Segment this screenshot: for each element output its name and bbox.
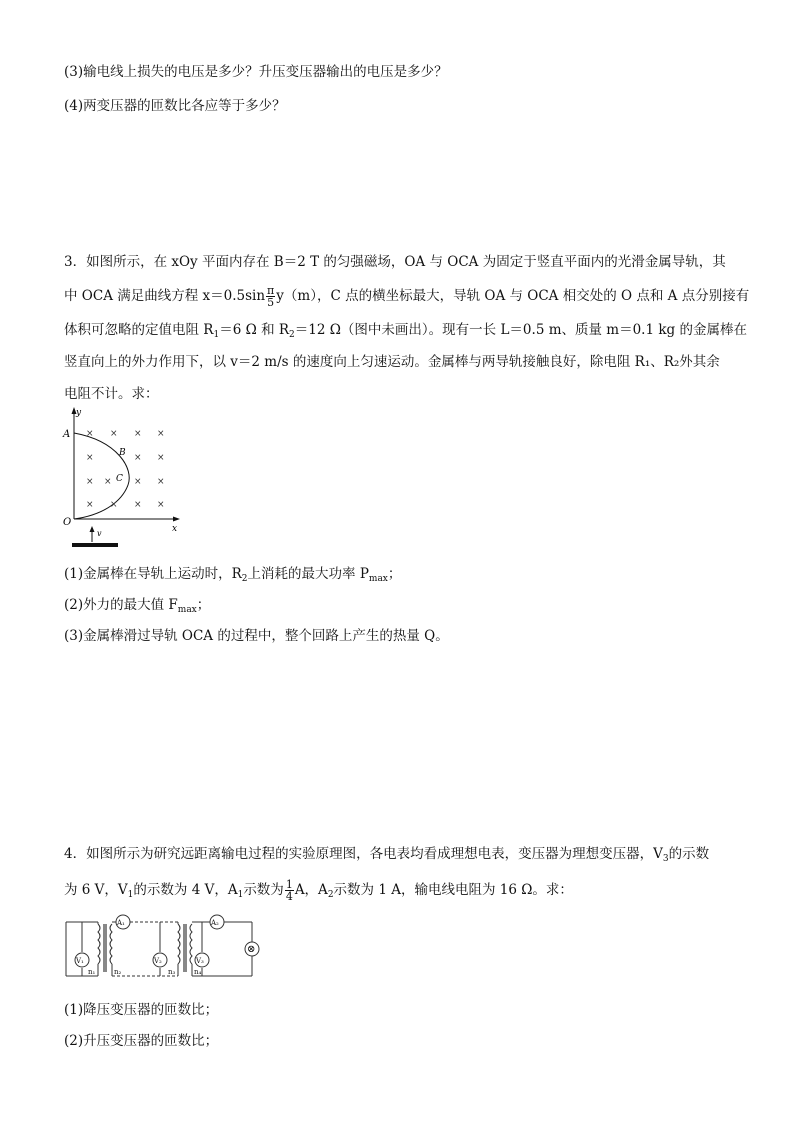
- svg-text:V₃: V₃: [196, 957, 204, 965]
- svg-text:×: ×: [157, 453, 165, 463]
- svg-text:×: ×: [110, 500, 118, 510]
- svg-text:×: ×: [86, 477, 94, 487]
- svg-text:×: ×: [110, 429, 118, 439]
- fig-label-B: B: [119, 448, 126, 458]
- fig-label-C: C: [116, 474, 123, 484]
- q2-part3: (3)输电线上损失的电压是多少？升压变压器输出的电压是多少？: [64, 64, 448, 80]
- svg-text:V₂: V₂: [154, 957, 162, 965]
- q3-part2: (2)外力的最大值 $F_{max}$；: [64, 597, 211, 615]
- q4-line1: 4．如图所示为研究远距离输电过程的实验原理图，各电表均看成理想电表，变压器为理想变压器，$V_3$的示数: [64, 846, 710, 864]
- q3-part1: (1)金属棒在导轨上运动时，$R_2$上消耗的最大功率 $P_{max}$；: [64, 566, 402, 584]
- fig-label-O: O: [63, 517, 72, 528]
- q4-part1: (1)降压变压器的匝数比；: [64, 1002, 219, 1018]
- svg-text:V₁: V₁: [76, 957, 84, 965]
- magnetic-field-crosses: [86, 429, 165, 510]
- q4-circuit-figure: [60, 910, 270, 988]
- fig-label-x: x: [172, 524, 178, 534]
- fig-label-A: A: [63, 429, 71, 440]
- q3-line3: 体积可忽略的定值电阻 $R_1=6$ Ω 和 $R_2=12$ Ω（图中未画出）。现有一长 L＝0.5 m、质量 m＝0.1 kg 的金属棒在: [64, 322, 747, 340]
- svg-text:n₁: n₁: [88, 968, 96, 976]
- fig-label-y: y: [76, 408, 82, 418]
- svg-text:×: ×: [86, 429, 94, 439]
- q3-part3: (3)金属棒滑过导轨 OCA 的过程中，整个回路上产生的热量 Q。: [64, 628, 449, 644]
- q2-part4: (4)两变压器的匝数比各应等于多少？: [64, 98, 286, 114]
- fig-label-v: v: [97, 529, 102, 538]
- svg-text:⊗: ⊗: [247, 944, 256, 955]
- svg-text:×: ×: [86, 453, 94, 463]
- q3-line1: 3．如图所示，在 xOy 平面内存在 B＝2 T 的匀强磁场，OA 与 OCA 为固定于竖直平面内的光滑金属导轨，其: [64, 254, 726, 270]
- q3-line2: 中 OCA 满足曲线方程 x＝0.5sin $\frac{\pi}{5}$ y（m），C 点的横坐标最大，导轨 OA 与 OCA 相交处的 O 点和 A 点分别接有: [64, 284, 750, 309]
- q3-figure: [60, 405, 190, 557]
- svg-text:×: ×: [157, 477, 165, 487]
- svg-text:×: ×: [134, 500, 142, 510]
- svg-text:×: ×: [157, 500, 165, 510]
- svg-text:n₄: n₄: [194, 968, 202, 976]
- svg-text:×: ×: [134, 453, 142, 463]
- svg-text:A₁: A₁: [117, 919, 125, 927]
- svg-text:×: ×: [86, 500, 94, 510]
- svg-text:×: ×: [134, 429, 142, 439]
- q3-line5: 电阻不计。求：: [64, 386, 159, 402]
- svg-text:×: ×: [157, 429, 165, 439]
- metal-rod: [72, 543, 118, 547]
- svg-text:A₂: A₂: [211, 919, 219, 927]
- svg-text:n₃: n₃: [168, 968, 176, 976]
- q3-line4: 竖直向上的外力作用下，以 v＝2 m/s 的速度向上匀速运动。金属棒与两导轨接触良好，除电阻 R₁、R₂外其余: [64, 354, 720, 370]
- svg-text:×: ×: [134, 477, 142, 487]
- q4-line2: 为 6 V，$V_1$的示数为 4 V，$A_1$示数为 $\frac{1}{4}$ A，$A_2$示数为 1 A，输电线电阻为 16 Ω。求：: [64, 878, 573, 903]
- q4-fraction: $\frac{1}{4}$: [285, 878, 293, 903]
- svg-text:×: ×: [104, 477, 112, 487]
- q4-part2: (2)升压变压器的匝数比；: [64, 1033, 219, 1049]
- q3-fraction: $\frac{\pi}{5}$: [267, 284, 275, 309]
- svg-text:n₂: n₂: [114, 968, 122, 976]
